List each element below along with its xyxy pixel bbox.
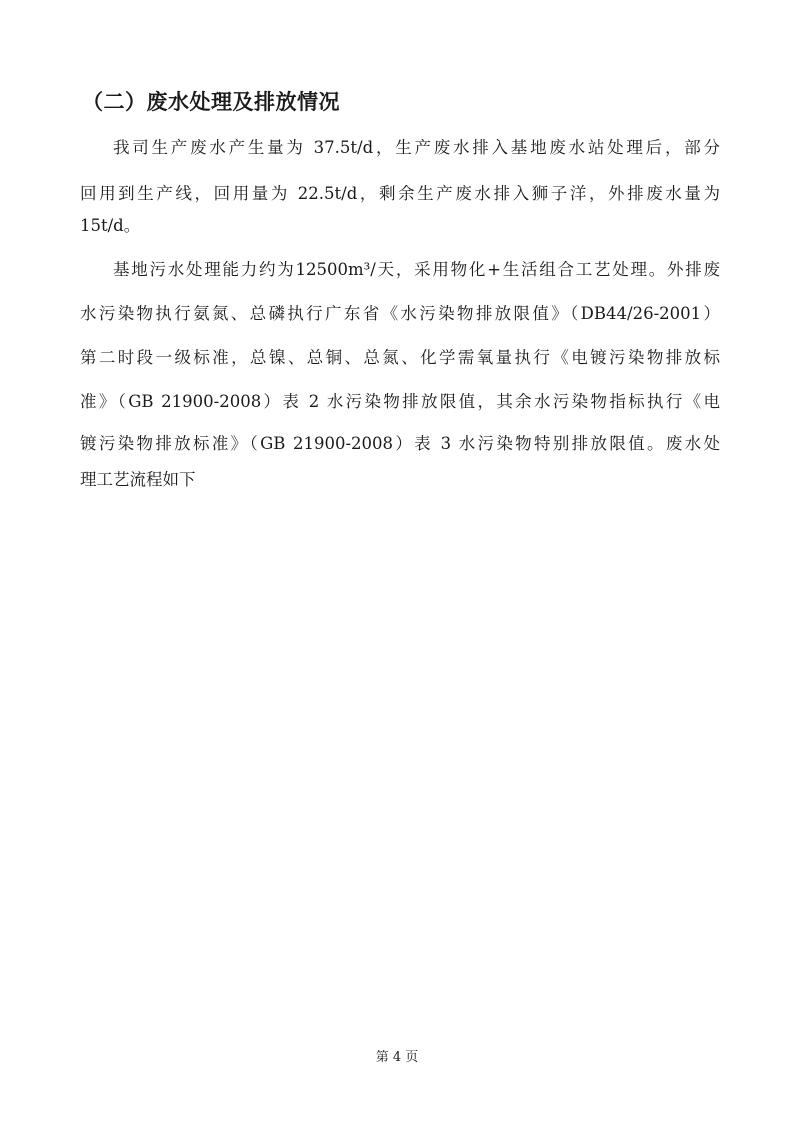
paragraph-line: 基地污水处理能力约为12500m³/天，采用物化+生活组合工艺处理。外排废 <box>113 260 720 279</box>
paragraph-line: 水污染物执行氨氮、总磷执行广东省《水污染物排放限值》（DB44/26-2001） <box>80 304 720 323</box>
paragraph-line: 我司生产废水产生量为 37.5t/d，生产废水排入基地废水站处理后，部分 <box>113 138 720 157</box>
page-number: 第 4 页 <box>375 1050 419 1065</box>
section-heading: （二）废水处理及排放情况 <box>82 90 340 114</box>
paragraph-line: 理工艺流程如下 <box>80 470 196 489</box>
paragraph-line: 第二时段一级标准，总镍、总铜、总氮、化学需氧量执行《电镀污染物排放标 <box>80 348 720 367</box>
paragraph-line: 回用到生产线，回用量为 22.5t/d，剩余生产废水排入狮子洋，外排废水量为 <box>80 184 720 203</box>
paragraph-line: 准》（GB 21900-2008）表 2 水污染物排放限值，其余水污染物指标执行《电 <box>80 392 720 411</box>
paragraph-line: 镀污染物排放标准》（GB 21900-2008）表 3 水污染物特别排放限值。废水处 <box>80 434 720 453</box>
paragraph-line: 15t/d。 <box>80 216 141 235</box>
